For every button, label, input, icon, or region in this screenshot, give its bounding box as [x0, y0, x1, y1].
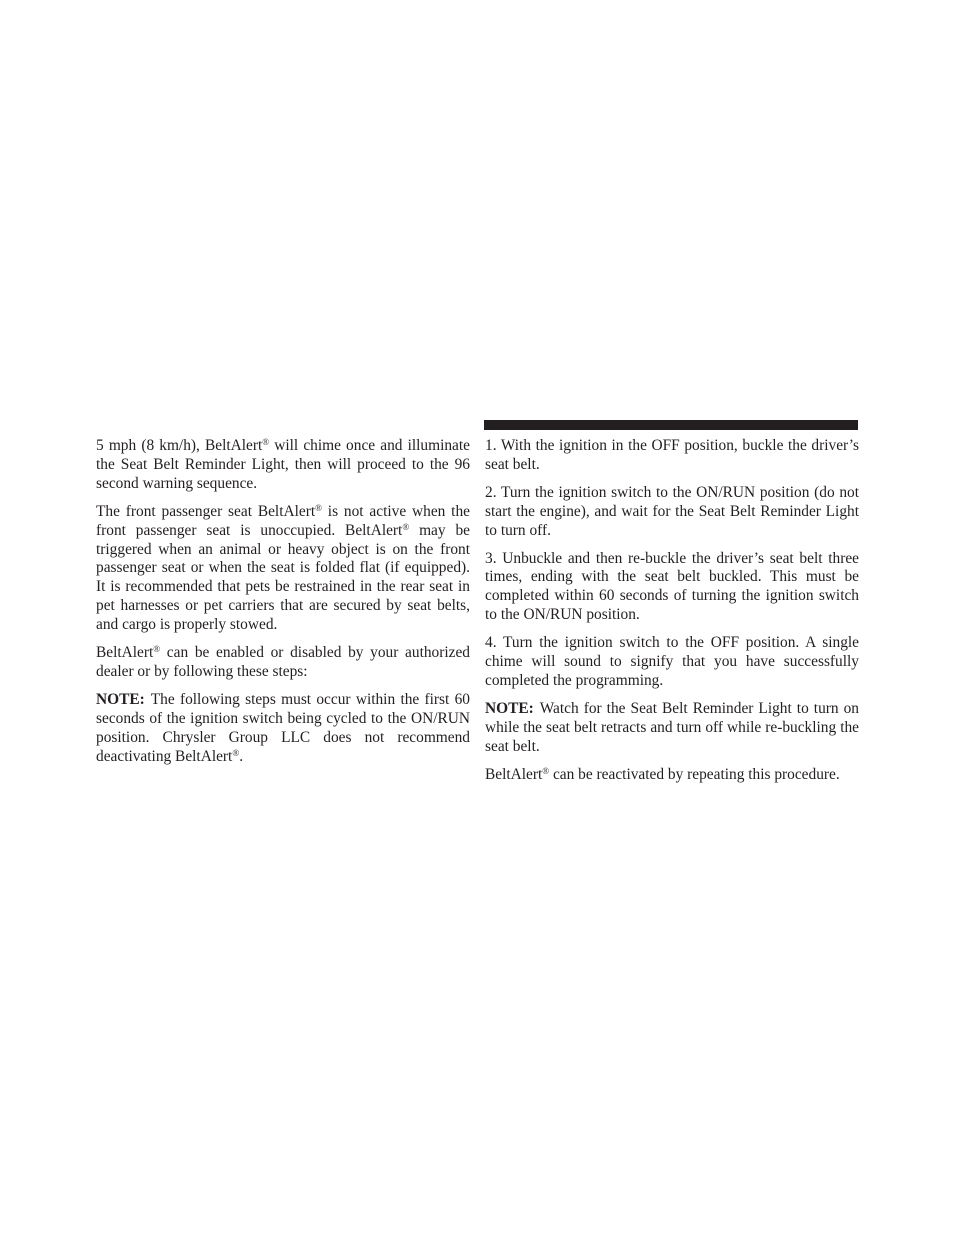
note-paragraph-left [96, 691, 470, 767]
paragraph-reactivate: BeltAlert® can be reactivated by repeating this procedure. [485, 765, 840, 783]
step-4: 4. Turn the ignition switch to the OFF position. A single chime will sound to signify that you have successfully completed the programming. [485, 634, 859, 689]
note-text: The following steps must occur within the first 60 seconds of the ignition switch being cycled to the ON/RUN position. Chrysler Group LLC does not recommend deactivating BeltAlert®. [96, 690, 470, 765]
right-column [485, 437, 859, 794]
note-label: NOTE: [485, 699, 534, 717]
step-3: 3. Unbuckle and then re-buckle the driver’s seat belt three times, ending with the seat belt buckled. This must be completed within 60 seconds of turning the ignition switch to the ON/RUN position. [485, 549, 859, 624]
paragraph-chime-warning: 5 mph (8 km/h), BeltAlert® will chime once and illuminate the Seat Belt Reminder Light, then will proceed to the 96 second warning sequence. [96, 437, 470, 492]
paragraph-enable-disable: BeltAlert® can be enabled or disabled by your authorized dealer or by following these steps: [96, 644, 470, 680]
paragraph-passenger-seat: The front passenger seat BeltAlert® is not active when the front passenger seat is unoccupied. BeltAlert® may be triggered when an animal or heavy object is on the front passenger seat or when the seat is folded flat (if equipped). It is recommended that pets be restrained in the rear seat in pet harnesses or pet carriers that are secured by seat belts, and cargo is properly stowed. [96, 502, 470, 634]
section-header-rule [484, 420, 858, 430]
note-text: Watch for the Seat Belt Reminder Light to turn on while the seat belt retracts and turn off while re-buckling the seat belt. [485, 699, 859, 755]
note-paragraph-right [485, 700, 859, 757]
step-2: 2. Turn the ignition switch to the ON/RUN position (do not start the engine), and wait for the Seat Belt Reminder Light to turn off. [485, 483, 859, 539]
note-label: NOTE: [96, 690, 145, 708]
left-column [96, 437, 470, 776]
step-1: 1. With the ignition in the OFF position, buckle the driver’s seat belt. [485, 437, 859, 473]
